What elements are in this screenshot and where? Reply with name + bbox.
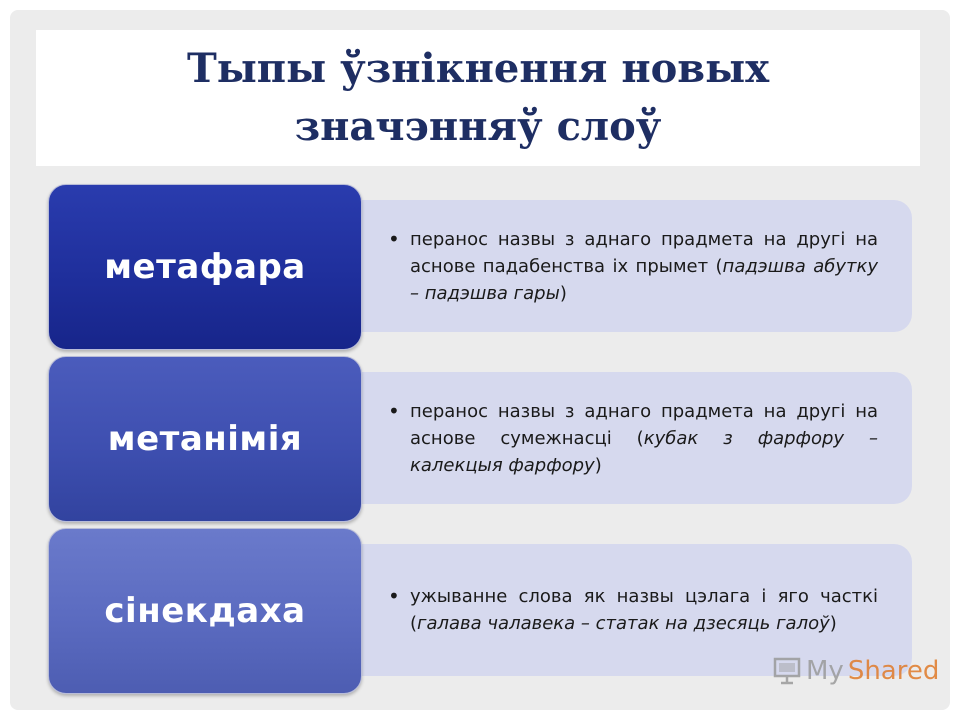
bullet-icon: •	[388, 226, 400, 251]
description-box-metaphor	[330, 200, 912, 332]
title-box	[36, 30, 920, 166]
term-box-metaphor	[48, 184, 362, 350]
description-text: • перанос назвы з аднаго прадмета на другі на аснове сумежнасці (кубак з фарфору – калекцыя фарфору)	[388, 398, 878, 476]
term-label: сінекдаха	[104, 591, 306, 631]
watermark-text-b: Shared	[847, 656, 940, 686]
term-box-synecdoche	[48, 528, 362, 694]
bullet-icon: •	[388, 584, 400, 608]
description-box-metonymy	[330, 372, 912, 504]
slide-title: Тыпы ўзнікнення новых значэнняў слоў	[186, 45, 770, 150]
watermark-logo	[772, 656, 939, 686]
term-label: метанімія	[107, 419, 303, 459]
term-label: метафара	[104, 247, 306, 287]
term-box-metonymy	[48, 356, 362, 522]
presentation-board-icon	[772, 656, 802, 686]
watermark-text-a: My	[806, 656, 844, 686]
bullet-icon: •	[388, 398, 400, 423]
description-text: • перанос назвы з аднаго прадмета на другі на аснове падабенства іх прымет (падэшва абутку – падэшва гары)	[388, 226, 878, 304]
description-text: • ужыванне слова як назвы цэлага і яго часткі (галава чалавека – статак на дзесяць галоў)	[388, 584, 878, 634]
